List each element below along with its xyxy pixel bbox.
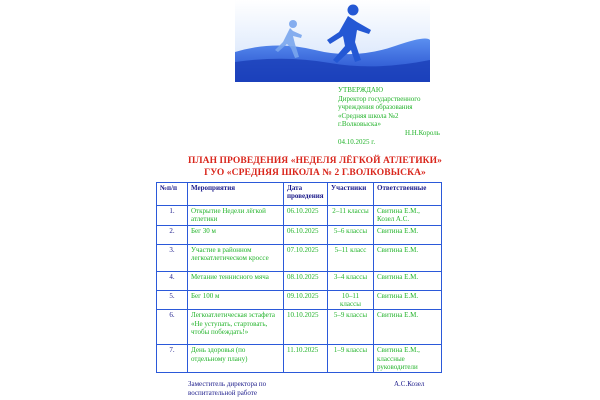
row-date: 07.10.2025 <box>284 245 328 272</box>
row-number: 4. <box>157 272 188 291</box>
row-responsible: Свитина Е.М. <box>374 245 442 272</box>
table-row <box>157 226 442 245</box>
row-date: 06.10.2025 <box>284 226 328 245</box>
approval-block <box>338 86 448 146</box>
header-event: Мероприятия <box>188 183 284 206</box>
row-responsible: Свитина Е.М. <box>374 226 442 245</box>
row-participants: 2–11 классы <box>328 206 374 226</box>
document-title <box>130 155 500 179</box>
table-row <box>157 310 442 345</box>
table-row <box>157 245 442 272</box>
row-date: 11.10.2025 <box>284 345 328 373</box>
header-number: №п/п <box>157 183 188 206</box>
row-responsible: Свитина Е.М., классные руководители <box>374 345 442 373</box>
approval-line: Директор государственного <box>338 94 421 103</box>
table-row <box>157 272 442 291</box>
row-date: 09.10.2025 <box>284 291 328 310</box>
approval-line: учреждения образования <box>338 103 413 112</box>
header-responsible: Ответственные <box>374 183 442 206</box>
row-event: Бег 100 м <box>188 291 284 310</box>
row-number: 1. <box>157 206 188 226</box>
header-participants: Участники <box>328 183 374 206</box>
row-participants: 5–9 классы <box>328 310 374 345</box>
title-line-1: ПЛАН ПРОВЕДЕНИЯ «НЕДЕЛЯ ЛЁГКОЙ АТЛЕТИКИ» <box>187 156 443 166</box>
footer-name: А.С.Козел <box>394 380 425 388</box>
header-date: Дата проведения <box>284 183 328 206</box>
row-event: День здоровья (по отдельному плану) <box>188 345 284 373</box>
row-participants: 5–6 классы <box>328 226 374 245</box>
approval-heading: УТВЕРЖДАЮ <box>338 86 384 94</box>
row-number: 2. <box>157 226 188 245</box>
row-event: Бег 30 м <box>188 226 284 245</box>
row-number: 6. <box>157 310 188 345</box>
events-table <box>156 182 442 373</box>
row-number: 7. <box>157 345 188 373</box>
row-event: Участие в районном легкоатлетическом кроссе <box>188 245 284 272</box>
table-header-row <box>157 183 442 206</box>
footer-position: Заместитель директора по воспитательной работе <box>188 380 267 397</box>
row-responsible: Свитина Е.М. <box>374 272 442 291</box>
row-event: Легкоатлетическая эстафета «Не уступать, стартовать, чтобы побеждать!» <box>188 310 284 345</box>
approval-date: 04.10.2025 г. <box>338 137 376 146</box>
approval-line: г.Волковыска» <box>338 120 381 129</box>
approval-signature: Н.Н.Король <box>404 128 440 137</box>
table-row <box>157 206 442 226</box>
row-date: 08.10.2025 <box>284 272 328 291</box>
row-number: 5. <box>157 291 188 310</box>
row-responsible: Свитина Е.М. <box>374 291 442 310</box>
row-date: 10.10.2025 <box>284 310 328 345</box>
row-participants: 1–9 классы <box>328 345 374 373</box>
row-responsible: Свитина Е.М. <box>374 310 442 345</box>
row-participants: 10–11 классы <box>328 291 374 310</box>
row-date: 06.10.2025 <box>284 206 328 226</box>
table-row <box>157 291 442 310</box>
row-number: 3. <box>157 245 188 272</box>
title-line-2: ГУО «СРЕДНЯЯ ШКОЛА № 2 Г.ВОЛКОВЫСКА» <box>204 168 426 178</box>
row-event: Метание теннисного мяча <box>188 272 284 291</box>
row-responsible: Свитина Е.М., Козел А.С. <box>374 206 442 226</box>
approval-line: «Средняя школа №2 <box>338 111 399 120</box>
table-row <box>157 345 442 373</box>
row-event: Открытие Недели лёгкой атлетики <box>188 206 284 226</box>
row-participants: 5–11 класс <box>328 245 374 272</box>
row-participants: 3–4 классы <box>328 272 374 291</box>
header-banner-image <box>235 0 430 82</box>
